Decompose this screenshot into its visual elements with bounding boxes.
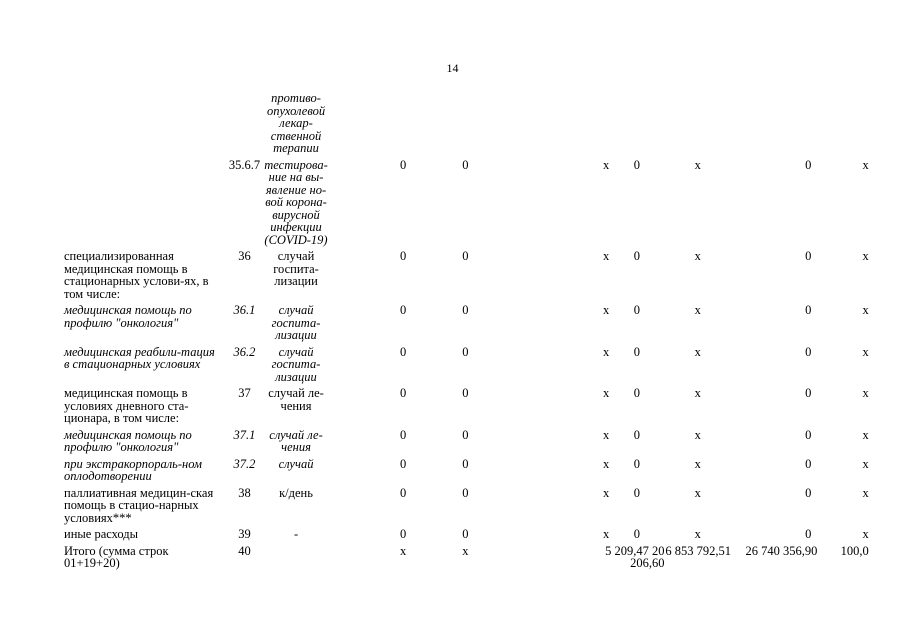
table-row	[64, 483, 905, 525]
cell-value: 0	[805, 527, 812, 541]
row-line-number: 36	[238, 249, 251, 263]
cell-value	[869, 425, 905, 454]
cell-value: 0	[462, 456, 469, 471]
row-line-number: 36.1	[233, 303, 256, 317]
cell-value: х	[694, 427, 701, 442]
cell-value: х	[602, 427, 610, 442]
row-name: иные расходы	[64, 527, 139, 541]
cell-value: х	[862, 386, 869, 400]
row-line-number: 38	[238, 485, 251, 500]
row-name: специализированная медицинская помощь в стационарных услови-ях, в том числе:	[64, 249, 209, 301]
cell-value: 0	[399, 386, 407, 400]
cell-value: 0	[399, 427, 407, 442]
cell-value: 0	[633, 427, 640, 442]
row-unit: случай госпита-лизации	[273, 249, 319, 288]
row-name: медицинская помощь по профилю "онкология"	[64, 303, 192, 330]
row-unit: случай госпита-лизации	[271, 344, 321, 384]
cell-value: х	[602, 303, 610, 317]
cell-value: х	[694, 527, 701, 541]
cell-value: х	[462, 543, 469, 558]
cell-value: 0	[805, 456, 812, 471]
cell-value: 0	[399, 527, 407, 541]
cell-value: х	[862, 485, 869, 500]
cell-value: 0	[805, 344, 812, 359]
cell-value: 0	[633, 386, 640, 400]
cell-value	[869, 300, 905, 342]
table-row	[64, 300, 905, 342]
row-line-number: 40	[238, 543, 251, 558]
cell-value: 0	[805, 249, 812, 263]
row-unit: случай ле-чения	[268, 386, 324, 413]
cell-value: 0	[399, 344, 407, 359]
cell-value: х	[862, 249, 869, 263]
row-name: медицинская реабили-тация в стационарных условиях	[64, 344, 215, 371]
cell-value: х	[694, 303, 701, 317]
cell-value	[869, 246, 905, 300]
cell-value: 0	[399, 249, 407, 263]
cell-value	[869, 454, 905, 483]
cell-value: х	[602, 485, 610, 500]
cell-value: х	[862, 303, 869, 317]
cell-value: х	[694, 386, 701, 400]
row-line-number: 37	[238, 386, 251, 400]
cell-value: 0	[399, 303, 407, 317]
cell-value: х	[862, 427, 869, 442]
cell-value: 0	[399, 485, 407, 500]
table-row	[64, 425, 905, 454]
cell-value: 0	[805, 157, 812, 172]
cell-value: х	[602, 527, 610, 541]
row-name: Итого (сумма строк 01+19+20)	[64, 543, 169, 570]
row-unit: случай госпита-лизации	[271, 303, 321, 342]
cell-value	[573, 541, 665, 570]
row-name: медицинская помощь по профилю "онкология"	[64, 427, 192, 454]
cell-value: х	[862, 527, 869, 541]
cell-value: 0	[633, 157, 640, 172]
tariff-table	[64, 92, 905, 570]
cell-value: 0	[633, 485, 640, 500]
cell-value: 0	[633, 456, 640, 471]
cell-value: 0	[633, 344, 640, 359]
page-number: 14	[446, 61, 459, 75]
cell-value: 0	[805, 485, 812, 500]
cell-value: 0	[462, 485, 469, 500]
table-row-total	[64, 541, 905, 570]
cell-value: 26 740 356,90	[745, 543, 818, 558]
cell-value: х	[602, 386, 610, 400]
cell-value: х	[862, 456, 869, 471]
cell-value: х	[862, 344, 869, 359]
row-name: медицинская помощь в условиях дневного ста-ционара, в том числе:	[64, 386, 189, 425]
cell-value: х	[602, 344, 610, 359]
row-unit: случай ле-чения	[269, 427, 323, 454]
table-row	[64, 383, 905, 425]
cell-value	[869, 155, 905, 247]
cell-value	[869, 383, 905, 425]
row-name: паллиативная медицин-ская помощь в стацио-нарных условиях***	[64, 485, 214, 525]
table-row	[64, 155, 905, 247]
table-row	[64, 524, 905, 541]
table-row	[64, 92, 905, 155]
cell-value: 0	[633, 527, 640, 541]
cell-value-text: 20 206,60	[630, 543, 665, 570]
row-unit: случай	[278, 456, 314, 471]
cell-value	[869, 541, 905, 570]
cell-value: 0	[805, 386, 812, 400]
cell-value: х	[694, 249, 701, 263]
row-unit: -	[293, 527, 299, 541]
row-line-number: 36.2	[233, 344, 256, 359]
table-row	[64, 342, 905, 384]
cell-value-text: 5 209,47	[605, 543, 649, 558]
row-line-number: 39	[238, 527, 251, 541]
cell-value	[869, 342, 905, 384]
row-line-number: 37.2	[233, 456, 256, 471]
row-unit	[262, 541, 330, 570]
cell-value: х	[602, 249, 610, 263]
cell-value: х	[602, 157, 610, 172]
cell-value: х	[694, 157, 701, 172]
row-line-number	[227, 92, 263, 155]
cell-value: 0	[805, 303, 812, 317]
cell-value: х	[602, 456, 610, 471]
cell-value: х	[862, 157, 869, 172]
row-unit: тестирова-ние на вы-явление но-вой корона-вирусной инфекции (COVID-19)	[264, 157, 328, 247]
cell-value: 0	[462, 303, 469, 317]
cell-value: 0	[399, 157, 407, 172]
cell-value: 0	[462, 386, 469, 400]
cell-value: 0	[462, 427, 469, 442]
row-name: при экстракорпораль-ном оплодотворении	[64, 456, 202, 483]
row-values-empty	[330, 92, 905, 155]
cell-value: 0	[462, 344, 469, 359]
row-unit: к/день	[279, 485, 313, 500]
cell-value: 0	[462, 527, 469, 541]
row-unit: противо-опухолевой лекар-ственной терапии	[266, 91, 326, 155]
cell-value: 0	[633, 303, 640, 317]
cell-value: х	[694, 456, 701, 471]
row-name	[64, 92, 227, 155]
cell-value: 0	[399, 456, 407, 471]
cell-value: х	[694, 485, 701, 500]
row-line-number: 37.1	[233, 427, 256, 442]
row-name	[64, 155, 227, 247]
cell-value: 6 853 792,51	[665, 543, 731, 558]
table-row	[64, 454, 905, 483]
table-row	[64, 246, 905, 300]
cell-value: 0	[462, 249, 469, 263]
cell-value	[869, 483, 905, 525]
cell-value: 0	[805, 427, 812, 442]
cell-value: 0	[462, 157, 469, 172]
cell-value: х	[399, 543, 407, 558]
cell-value: 100,0	[840, 543, 869, 558]
cell-value: 0	[633, 249, 640, 263]
cell-value	[869, 524, 905, 541]
row-line-number: 35.6.7	[228, 157, 261, 172]
cell-value: х	[694, 344, 701, 359]
